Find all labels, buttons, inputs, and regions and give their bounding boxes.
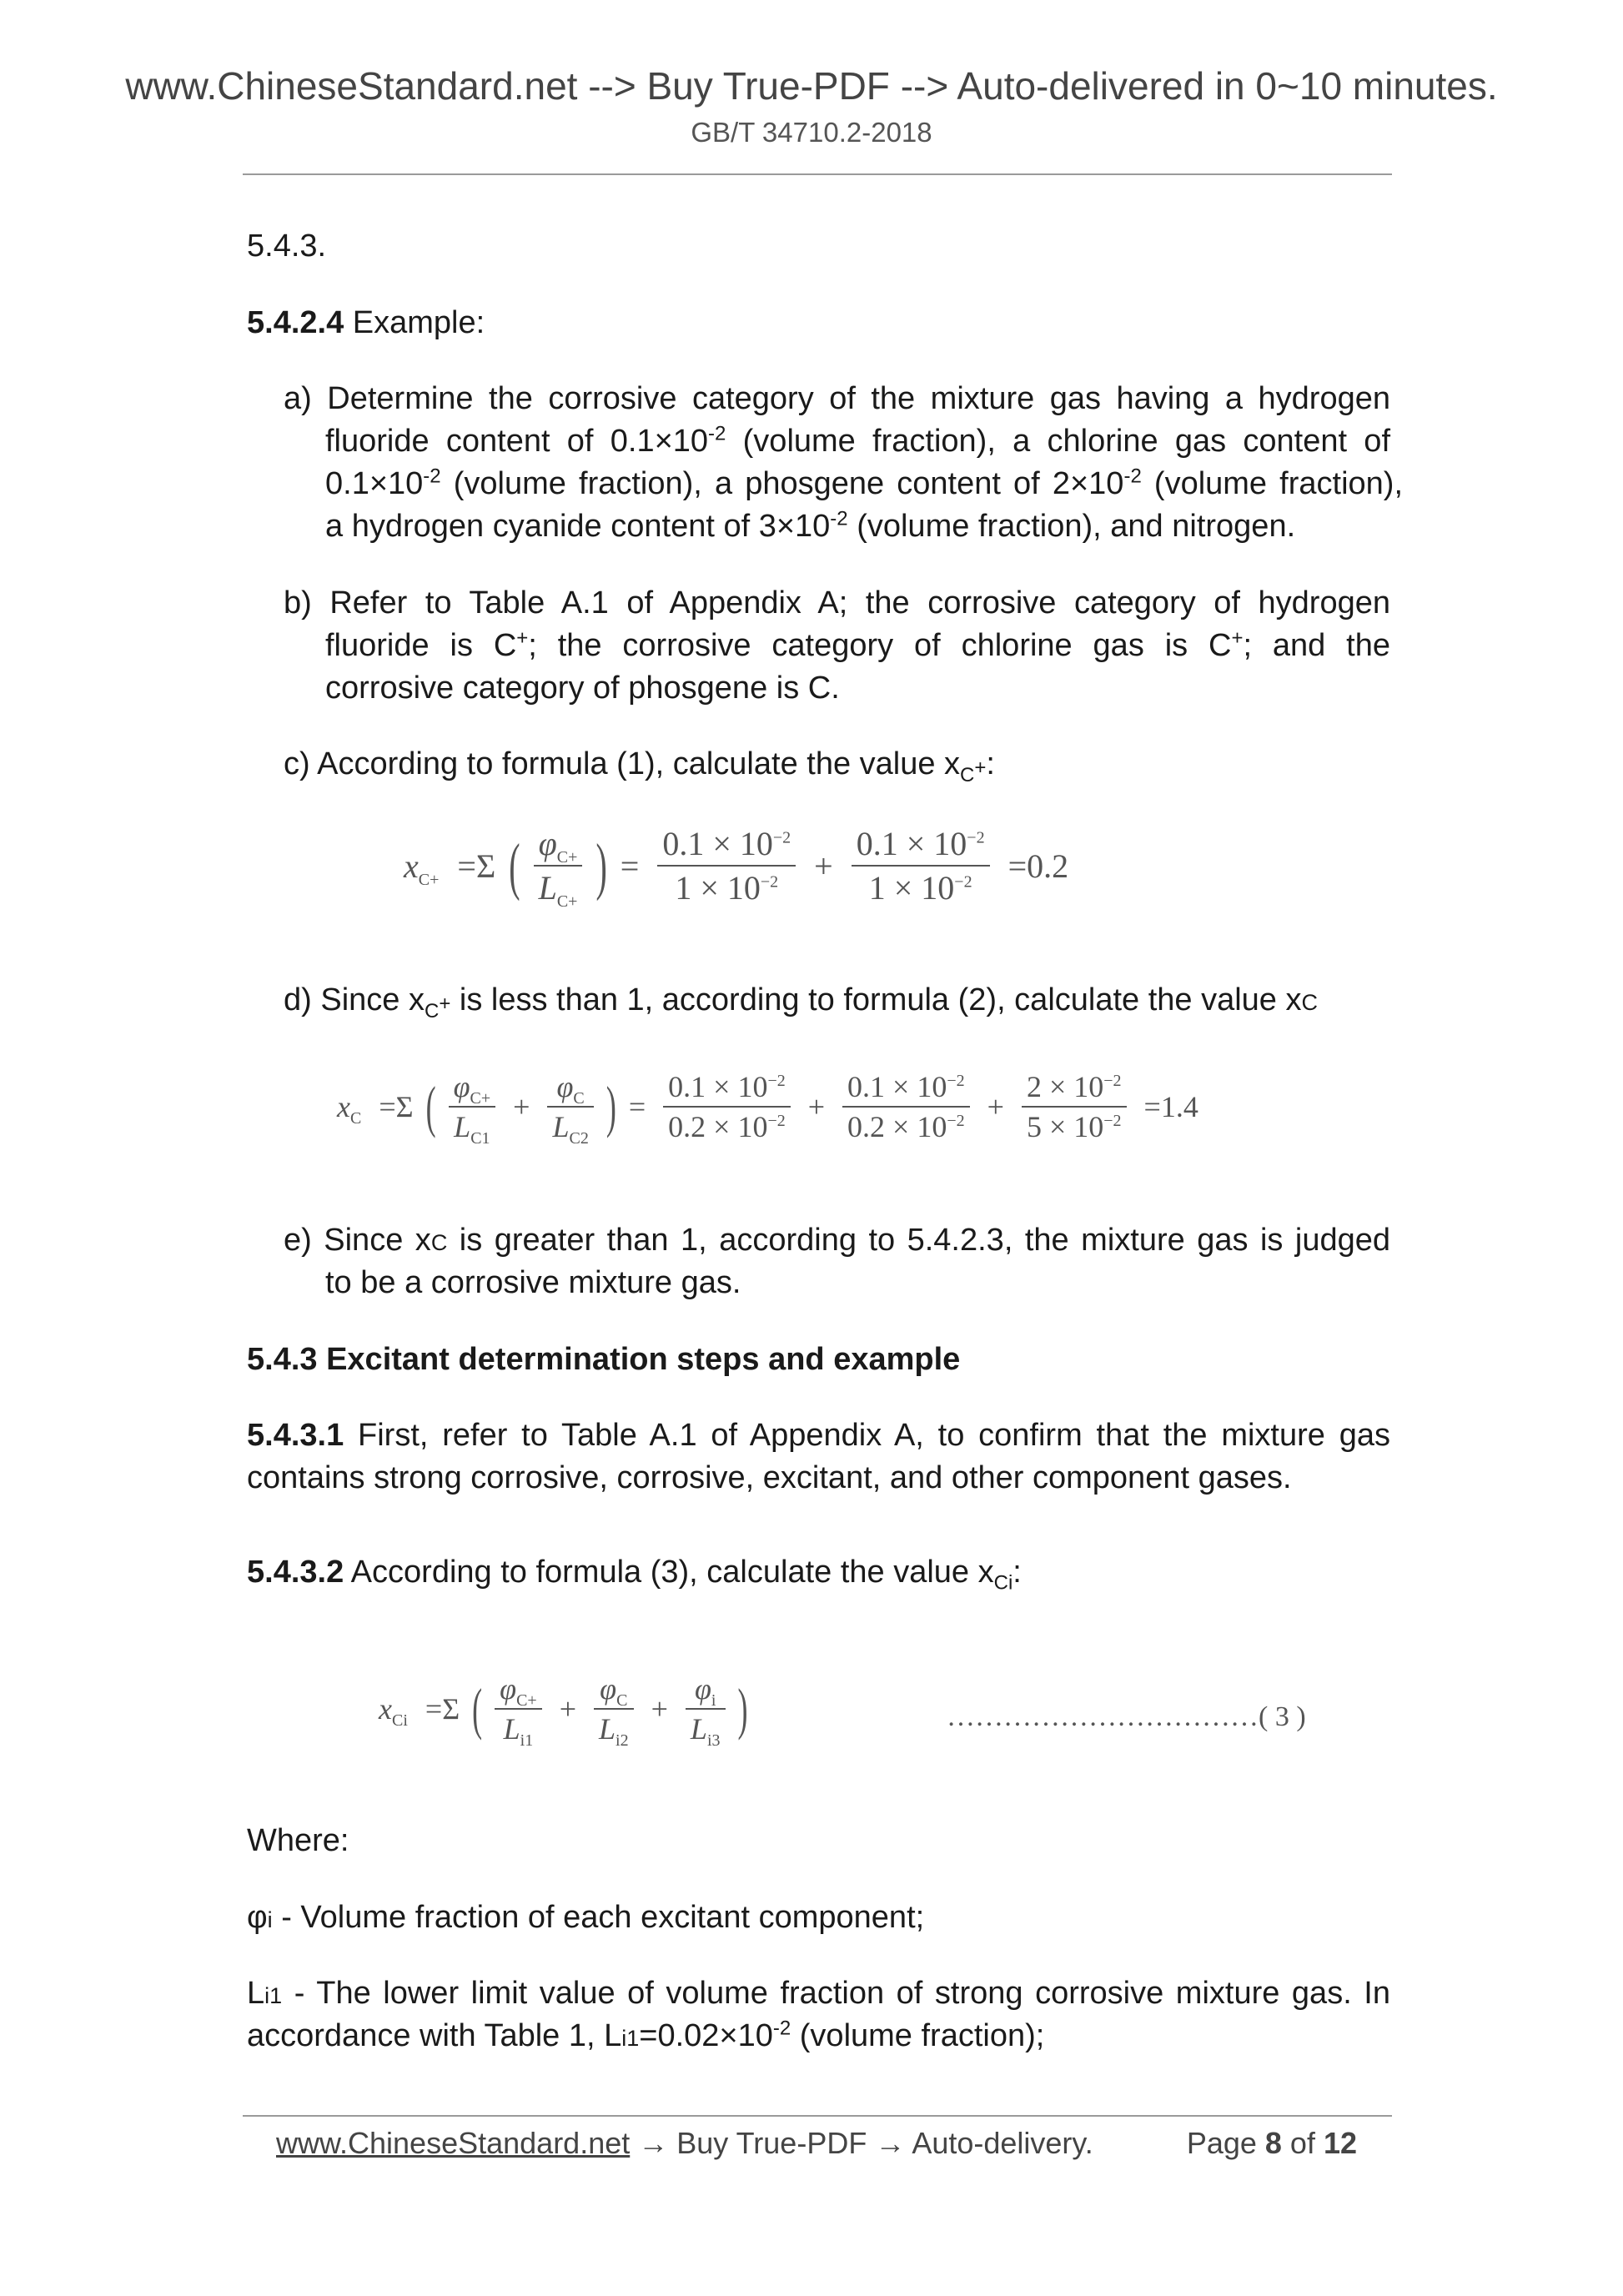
footer-site-link[interactable]: www.ChineseStandard.net	[276, 2126, 631, 2160]
clause-5424-heading: 5.4.2.4 Example:	[247, 305, 485, 340]
item-a-line3: $0.1\times 10^{-2}$ (volume fraction), a phosgene content of $2\times 10^{-2}$ (volume fraction),	[325, 465, 1404, 501]
item-a-line1: a) Determine the corrosive category of the mixture gas having a hydrogen	[284, 381, 1390, 416]
item-a-line4: a hydrogen cyanide content of $3\times 10^{-2}$ (volume fraction), and nitrogen.	[325, 507, 1296, 544]
item-b-line1: b) Refer to Table A.1 of Appendix A; the corrosive category of hydrogen	[284, 585, 1390, 620]
item-a-line2: fluoride content of $0.1\times 10^{-2}$ (volume fraction), a chlorine gas content of	[325, 422, 1390, 459]
clause-543-heading: 5.4.3 Excitant determination steps and example	[247, 1342, 961, 1377]
formula-3: $x_{Ci} =\Sigma$ ( $\frac{\varphi_{C+}}{L_{i1}}$ + $\frac{\varphi_C}{L_{i2}}$ + $\frac{\varphi_i}{L_{i3}}$ )	[379, 1672, 748, 1751]
header-divider	[243, 173, 1392, 175]
li1-definition-line2: accordance with Table 1, $Li1=0.02\times 10^{-2}$ (volume fraction);	[247, 2017, 1045, 2053]
standard-number: GB/T 34710.2-2018	[691, 117, 932, 148]
formula-1: $x_{C+} =\Sigma$ ( $\frac{\varphi_{C+}}{L_{C+}}$ ) = $\frac{0.1 \times 10^{-2}}{1 \times 10^{-2}}$ + $\frac{0.1 \times 10^{-2}}{1 \times 10^{-2}}$ =0.2	[404, 825, 1069, 911]
formula-2: $x_C =\Sigma$ ( $\frac{\varphi_{C+}}{L_{C1}}$ + $\frac{\varphi_C}{L_{C2}}$ ) = $\frac{0.1 \times 10^{-2}}{0.2 \times 10^{-2}}$ + $\frac{0.1 \times 10^{-2}}{0.2 \times 10^{-2}}$ + $\frac{2 \times 10^{-2}}{5 \times 10^{-2}}$ =1.4	[337, 1070, 1198, 1148]
item-c-line: c) According to formula (1), calculate the value $x_{C^+}$:	[284, 746, 995, 786]
item-d-line: d) Since $x_{C^+}$ is less than 1, according to formula (2), calculate the value xC	[284, 982, 1319, 1022]
footer-divider	[243, 2115, 1392, 2117]
item-b-line2: fluoride is C+; the corrosive category of chlorine gas is C+; and the	[325, 626, 1390, 663]
page-indicator: Page 8 of 12	[1186, 2126, 1357, 2160]
where-label: Where:	[247, 1823, 349, 1858]
formula-3-label: ……………………………( 3 )	[947, 1701, 1306, 1732]
clause-5431-line1: 5.4.3.1 First, refer to Table A.1 of Appendix A, to confirm that the mixture gas	[247, 1418, 1390, 1453]
continuation-ref: 5.4.3.	[247, 229, 327, 264]
phi-i-definition: φi - Volume fraction of each excitant component;	[247, 1900, 925, 1935]
footer-purchase-text: → Buy True-PDF → Auto-delivery.	[630, 2126, 1093, 2160]
footer	[276, 2126, 1357, 2161]
item-b-line3: corrosive category of phosgene is C.	[325, 671, 840, 706]
clause-5432-line: 5.4.3.2 According to formula (3), calculate the value $x_{Ci}$:	[247, 1555, 1022, 1595]
item-e-line1: e) Since xC is greater than 1, according to 5.4.2.3, the mixture gas is judged	[284, 1223, 1390, 1258]
header-banner: www.ChineseStandard.net --> Buy True-PDF --> Auto-delivered in 0~10 minutes.	[125, 64, 1498, 108]
clause-5431-line2: contains strong corrosive, corrosive, excitant, and other component gases.	[247, 1460, 1292, 1495]
li1-definition-line1: Li1 - The lower limit value of volume fraction of strong corrosive mixture gas. In	[247, 1976, 1390, 2011]
item-e-line2: to be a corrosive mixture gas.	[325, 1265, 741, 1300]
